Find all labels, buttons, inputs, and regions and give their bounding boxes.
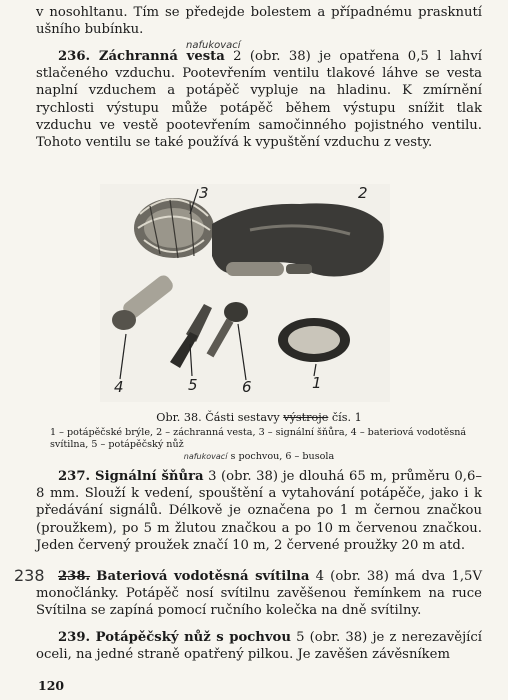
figure-number-4: 4 [114, 378, 124, 396]
figure-number-6: 6 [242, 378, 252, 396]
caption-tail: čís. 1 [331, 411, 362, 424]
figure-number-3: 3 [199, 184, 209, 202]
figure-caption [36, 412, 482, 463]
section-238-struck-number: 238. [58, 569, 91, 584]
handwritten-insert: nafukovací [186, 40, 241, 51]
paragraph-237 [36, 468, 482, 554]
equipment-illustration [100, 184, 390, 402]
rescue-vest [212, 203, 384, 276]
section-236-text: je opatřena 0,5 l lahví stlačeného vzduchu. Pootevřením ventilu tlakové láhve se vesta naplní vzduchem a potápěč vypluje na hladinu. K zmírnění rychlosti výstupu může potápěč během výstupu snížit tlak vzduchu ve vestě pootevřením samočinného pojistného ventilu. Tohoto ventilu se také používá k vypuštění vzduchu z vesty. [36, 49, 482, 151]
section-237-ref: 3 (obr. 38) [208, 469, 279, 484]
figure-number-2: 2 [358, 184, 368, 202]
legend-handwritten-note: nafukovací [183, 452, 228, 461]
caption-legend-line1: 1 – potápěčské brýle, 2 – záchranná vesta, 3 – signální šňůra, 4 – bateriová vodotěsná svítilna, 5 – potápěčský nůž [50, 427, 467, 450]
section-239-text: je z nerezavějící oceli, na jedné straně opatřený pilkou. Je zavěšen závěsníkem [36, 630, 482, 663]
figure-number-1: 1 [312, 374, 322, 392]
paragraph-238 [36, 568, 482, 620]
section-236-ref: 2 (obr. 38) [233, 49, 311, 64]
section-238-text: má dva 1,5V monočlánky. Potápěč nosí svítilnu zavěšenou řemínkem na ruce Svítilna se zapíná pomocí ručního kolečka na dně svítilny. [36, 569, 482, 619]
section-238-ref: 4 (obr. 38) [315, 569, 389, 584]
signal-line-coil [134, 198, 214, 258]
section-239-ref: 5 (obr. 38) [296, 630, 368, 645]
page-number: 120 [38, 678, 65, 693]
figure-38-photo [100, 184, 390, 402]
section-236-title: 236. Záchranná vesta [58, 49, 225, 64]
caption-legend-line2: s pochvou, 6 – busola [230, 451, 335, 462]
paragraph-intro [36, 4, 482, 38]
handwritten-margin-number: 238 [14, 566, 45, 585]
flashlight [112, 273, 176, 330]
paragraph-236 [36, 48, 482, 151]
section-238-title: Bateriová vodotěsná svítilna [96, 569, 310, 584]
intro-text: v nosohltanu. Tím se předejde bolestem a případnému prasknutí ušního bubínku. [36, 5, 482, 38]
caption-struck-word: výstroje [283, 411, 329, 424]
caption-title: Obr. 38. Části sestavy [156, 411, 280, 424]
paragraph-239 [36, 629, 482, 663]
diving-mask [278, 318, 350, 362]
section-239-title: 239. Potápěčský nůž s pochvou [58, 630, 291, 645]
figure-number-5: 5 [188, 376, 198, 394]
section-237-text: je dlouhá 65 m, průměru 0,6–8 mm. Slouží k vedení, spouštění a vytahování potápěče, jako i k předávání signálů. Délkově je označena po 1 m černou značkou (proužkem), po 5 m žlutou značkou a po 10 m červenou značkou. Jeden červený proužek značí 10 m, 2 červené proužky 20 m atd. [36, 469, 482, 553]
section-237-title: 237. Signální šňůra [58, 469, 204, 484]
